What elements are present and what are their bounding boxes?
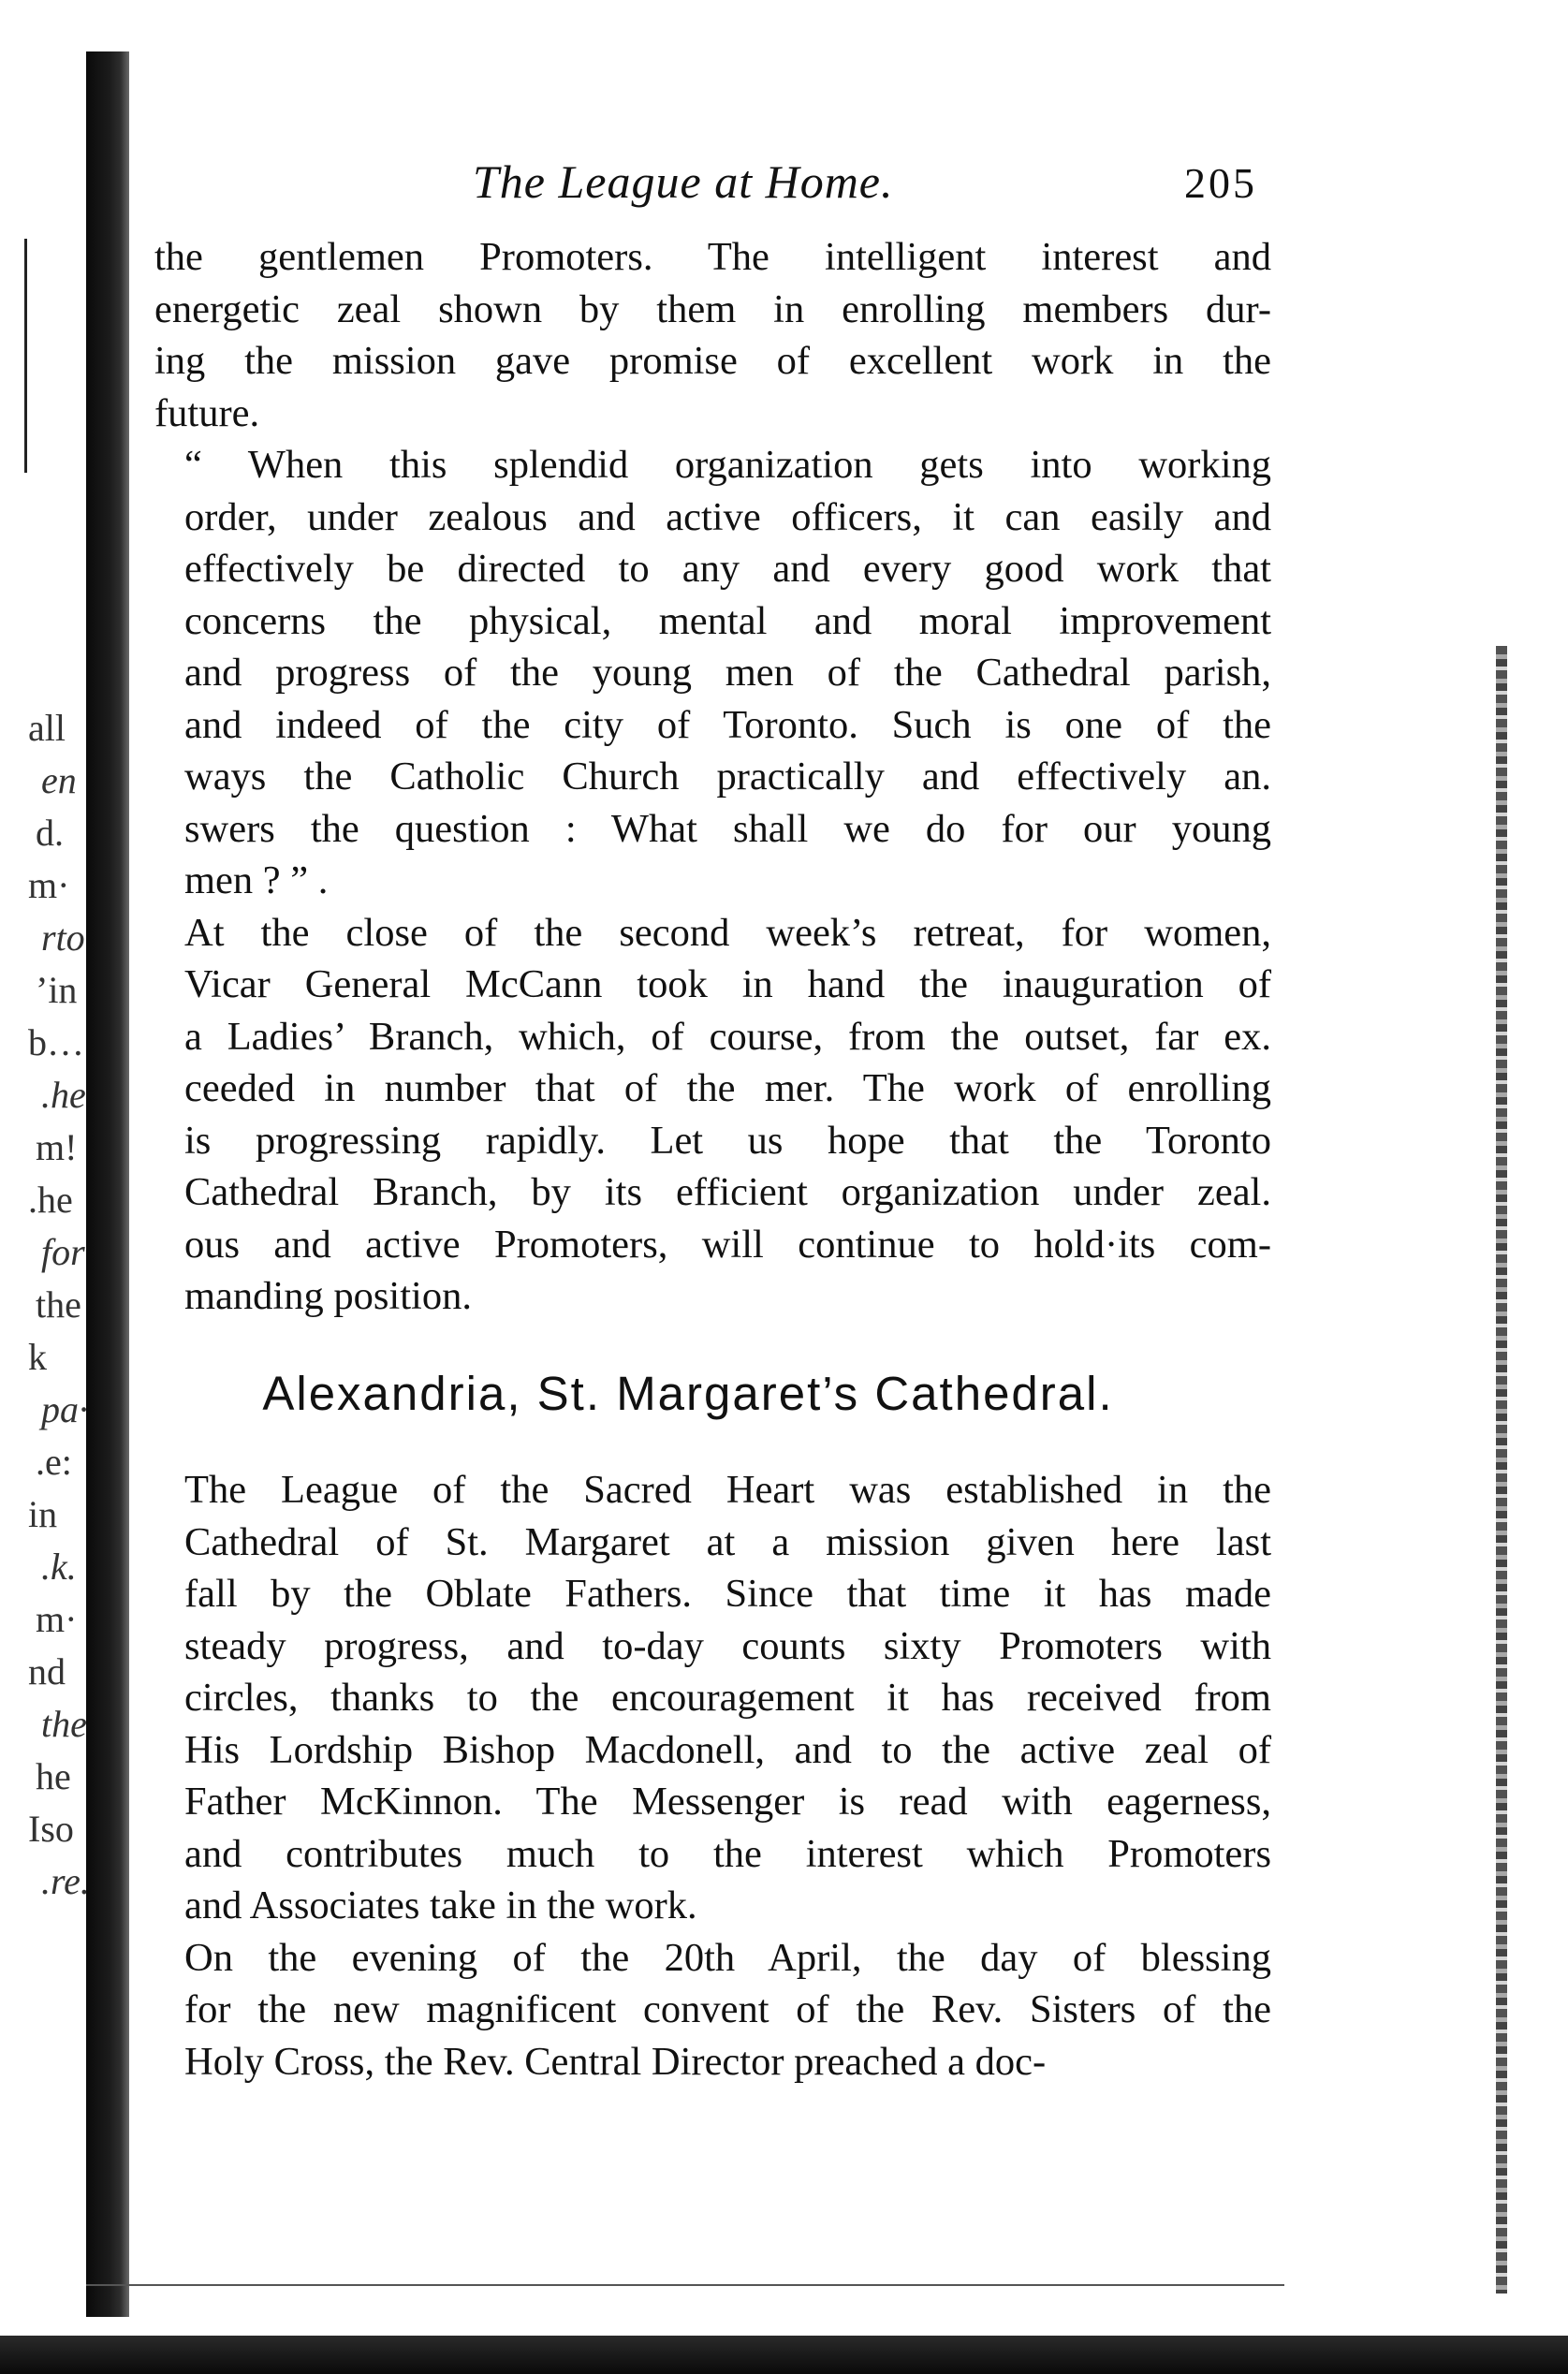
text-line: a Ladies’ Branch, which, of course, from the outset, far ex. <box>184 1014 1271 1059</box>
text-line: Holy Cross, the Rev. Central Director preached a doc- <box>184 2039 1047 2084</box>
paragraph <box>154 231 1271 439</box>
text-line: Vicar General McCann took in hand the inauguration of <box>184 962 1271 1006</box>
text-line: is progressing rapidly. Let us hope that the Toronto <box>184 1118 1271 1163</box>
bleed-fragment: for <box>41 1231 85 1273</box>
text-line: Cathedral of St. Margaret at a mission given here last <box>184 1519 1271 1564</box>
text-line: Father McKinnon. The Messenger is read with eagerness, <box>184 1780 1271 1824</box>
bottom-rule <box>86 2284 1284 2286</box>
text-line: ous and active Promoters, will continue to hold·its com- <box>184 1222 1271 1267</box>
bleed-fragment: d. <box>36 812 64 854</box>
section-heading: Alexandria, St. Margaret’s Cathedral. <box>262 1366 1114 1420</box>
bleed-fragment: m· <box>36 1598 78 1640</box>
bleed-fragment: nd <box>28 1650 66 1693</box>
text-line: At the close of the second week’s retreat, for women, <box>184 910 1271 955</box>
running-title: The League at Home. <box>473 155 894 208</box>
bleed-fragment: k <box>28 1336 47 1378</box>
bleed-fragment: .he <box>28 1179 73 1221</box>
text-line: the gentlemen Promoters. The intelligent interest and <box>154 235 1271 279</box>
text-line: Cathedral Branch, by its efficient organization under zeal. <box>184 1170 1271 1214</box>
bleed-fragment: .he <box>41 1074 86 1116</box>
bleed-fragment: ’in <box>36 969 78 1011</box>
text-line: On the evening of the 20th April, the day of blessing <box>184 1935 1271 1980</box>
bleed-fragment: in <box>28 1493 58 1535</box>
bleed-fragment: all <box>28 707 66 749</box>
text-line: The League of the Sacred Heart was established in the <box>184 1468 1271 1512</box>
body-text <box>154 231 1271 2088</box>
running-head <box>154 154 1278 220</box>
bleed-fragment: pa· <box>41 1388 88 1430</box>
text-line: men ? ” . <box>184 858 329 902</box>
text-line: energetic zeal shown by them in enrolling members dur- <box>154 286 1271 331</box>
bleed-fragment: b… <box>28 1021 84 1063</box>
facing-page-bleed <box>0 702 103 1908</box>
text-line: for the new magnificent convent of the Rev. Sisters of the <box>184 1987 1271 2031</box>
book-page <box>154 154 1278 2088</box>
scan-edge-mark <box>0 239 27 473</box>
bleed-fragment: .e: <box>36 1441 72 1483</box>
section-paragraphs <box>154 1464 1271 2088</box>
bleed-fragment: Iso <box>28 1808 74 1850</box>
bleed-fragment: m! <box>36 1126 78 1168</box>
paragraph <box>154 1932 1271 2088</box>
text-line: order, under zealous and active officers, it can easily and <box>184 494 1271 539</box>
paragraph <box>154 439 1271 907</box>
text-line: ways the Catholic Church practically and effectively an. <box>184 755 1271 799</box>
text-line: concerns the physical, mental and moral improvement <box>184 598 1271 643</box>
pre-section-paragraphs <box>154 231 1271 1323</box>
bleed-fragment: he <box>36 1755 71 1797</box>
bleed-fragment: the <box>41 1703 87 1745</box>
bleed-fragment: en <box>41 759 77 801</box>
text-line: effectively be directed to any and every good work that <box>184 547 1271 591</box>
text-line: and contributes much to the interest which Promoters <box>184 1831 1271 1876</box>
page-edge-right <box>1496 646 1507 2293</box>
text-line: and progress of the young men of the Cathedral parish, <box>184 651 1271 695</box>
text-line: ing the mission gave promise of excellent work in the <box>154 339 1271 383</box>
text-line: swers the question : What shall we do for our young <box>184 806 1271 851</box>
text-line: “ When this splendid organization gets into working <box>184 443 1271 487</box>
paragraph <box>154 1464 1271 1932</box>
text-line: future. <box>154 390 260 435</box>
bleed-fragment: m· <box>28 864 70 906</box>
bleed-fragment: .k. <box>41 1546 77 1588</box>
text-line: His Lordship Bishop Macdonell, and to the active zeal of <box>184 1727 1271 1772</box>
text-line: fall by the Oblate Fathers. Since that time it has made <box>184 1572 1271 1616</box>
page-number: 205 <box>1184 159 1257 207</box>
bleed-fragment: the <box>36 1283 81 1326</box>
text-line: and Associates take in the work. <box>184 1883 697 1927</box>
text-line: steady progress, and to-day counts sixty Promoters with <box>184 1623 1271 1668</box>
text-line: manding position. <box>184 1274 472 1318</box>
bleed-fragment: .re. <box>41 1860 90 1902</box>
text-line: circles, thanks to the encouragement it has received from <box>184 1676 1271 1720</box>
scan-bottom-band <box>0 2336 1568 2374</box>
paragraph <box>154 907 1271 1323</box>
bleed-fragment: rto <box>41 916 85 959</box>
text-line: and indeed of the city of Toronto. Such is one of the <box>184 702 1271 747</box>
text-line: ceeded in number that of the mer. The work of enrolling <box>184 1066 1271 1110</box>
